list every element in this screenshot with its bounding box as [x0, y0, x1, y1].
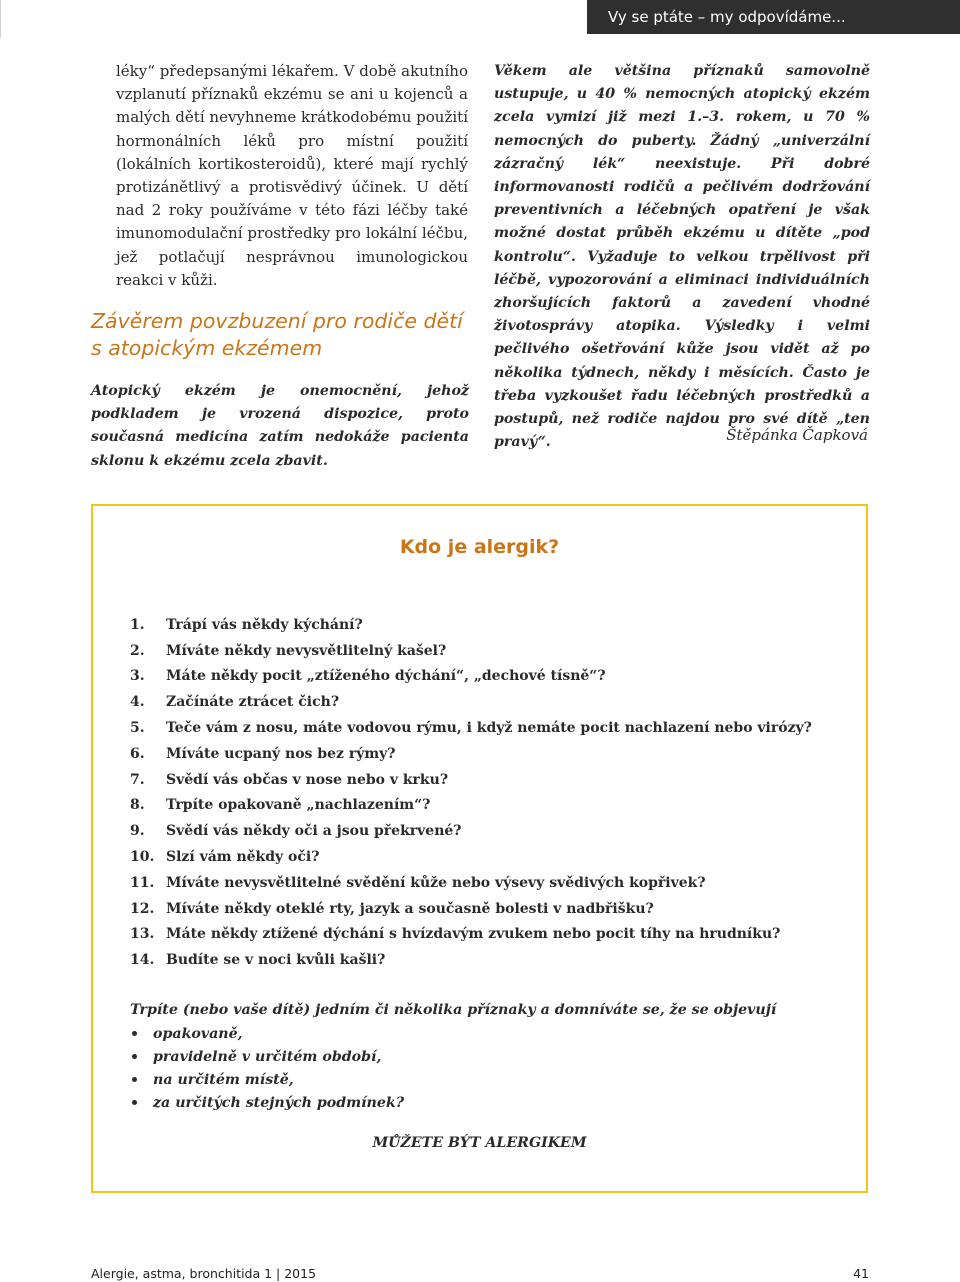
- question-item: [130, 689, 850, 715]
- question-text: Budíte se v noci kvůli kašli?: [166, 952, 386, 969]
- bullet-item: [130, 1022, 850, 1045]
- bullet-dot-icon: [132, 1054, 137, 1059]
- question-item: [130, 638, 850, 664]
- question-text: Máte někdy pocit „ztíženého dýchání“, „dechové tísně“?: [166, 668, 606, 685]
- question-item: [130, 664, 850, 690]
- question-text: Začínáte ztrácet čich?: [166, 694, 340, 711]
- section-heading: [91, 308, 471, 362]
- question-item: [130, 767, 850, 793]
- question-item: [130, 818, 850, 844]
- question-number: 7.: [130, 771, 145, 788]
- question-number: 13.: [130, 926, 155, 943]
- question-text: Míváte někdy oteklé rty, jazyk a současně bolesti v nadbřišku?: [166, 900, 654, 917]
- question-item: [130, 741, 850, 767]
- question-item: [130, 947, 850, 973]
- bullet-item: [130, 1091, 850, 1114]
- question-number: 8.: [130, 797, 145, 814]
- outro-intro: Trpíte (nebo vaše dítě) jedním či několika příznaky a domníváte se, že se objevují: [130, 1002, 777, 1018]
- question-number: 14.: [130, 952, 155, 969]
- bullet-text: pravidelně v určitém období,: [153, 1048, 382, 1065]
- section-header-tab: [587, 0, 960, 34]
- section-heading-line2: s atopickým ekzémem: [91, 336, 323, 360]
- bullet-dot-icon: [132, 1100, 137, 1105]
- question-item: [130, 612, 850, 638]
- box-title: Kdo je alergik?: [399, 536, 560, 558]
- question-text: Máte někdy ztížené dýchání s hvízdavým zvukem nebo pocit tíhy na hrudníku?: [166, 926, 781, 943]
- bullet-dot-icon: [132, 1077, 137, 1082]
- section-lead: Atopický ekzém je onemocnění, jehož podkladem je vrozená dispozice, proto současná medicína zatím nedokáže pacienta sklonu k ekzému zcela zbavit.: [91, 383, 469, 469]
- question-item: [130, 870, 850, 896]
- bullet-dot-icon: [132, 1031, 137, 1036]
- question-number: 1.: [130, 616, 145, 633]
- question-text: Míváte někdy nevysvětlitelný kašel?: [166, 642, 447, 659]
- question-text: Míváte nevysvětlitelné svědění kůže nebo výsevy svědivých kopřivek?: [166, 874, 706, 891]
- question-number: 6.: [130, 745, 145, 762]
- bullet-text: za určitých stejných podmínek?: [153, 1094, 405, 1111]
- symptom-pattern-list: [130, 1022, 850, 1114]
- question-number: 11.: [130, 874, 155, 891]
- question-number: 3.: [130, 668, 145, 685]
- question-item: [130, 844, 850, 870]
- question-list: [130, 612, 850, 973]
- bullet-item: [130, 1068, 850, 1091]
- footer-publication: Alergie, astma, bronchitida 1 | 2015: [91, 1266, 317, 1281]
- bullet-text: na určitém místě,: [153, 1071, 294, 1088]
- bullet-text: opakovaně,: [153, 1025, 243, 1042]
- question-text: Svědí vás někdy oči a jsou překrvené?: [166, 823, 462, 840]
- footer-page-number: 41: [853, 1266, 869, 1281]
- question-item: [130, 793, 850, 819]
- question-number: 4.: [130, 694, 145, 711]
- question-number: 12.: [130, 900, 155, 917]
- right-column-paragraph: Věkem ale většina příznaků samovolně ustupuje, u 40 % nemocných atopický ekzém zcela vymizí již mezi 1.–3. rokem, u 70 % nemocných do puberty. Žádný „univerzální zázračný lék“ neexistuje. Při dobré informovanosti rodičů a pečlivém dodržování preventivních a léčebných opatření je však možné dostat průběh ekzému u dítěte „pod kontrolu“. Vyžaduje to velkou trpělivost při léčbě, vypozorování a eliminaci individuálních zhoršujících faktorů a zavedení vhodné životosprávy atopika. Výsledky i velmi pečlivého ošetřování kůže jsou vidět až po několika týdnech, někdy i měsících. Často je třeba vyzkoušet řadu léčebných prostředků a postupů, než rodiče najdou pro své dítě „ten pravý“.: [494, 63, 870, 451]
- question-text: Trpíte opakovaně „nachlazením“?: [166, 797, 431, 814]
- bullet-item: [130, 1045, 850, 1068]
- section-header-label: Vy se ptáte – my odpovídáme...: [608, 8, 846, 26]
- box-outro: [130, 998, 850, 1114]
- question-item: [130, 922, 850, 948]
- question-text: Slzí vám někdy oči?: [166, 849, 320, 866]
- author-signature: Štěpánka Čapková: [726, 426, 868, 444]
- question-text: Svědí vás občas v nose nebo v krku?: [166, 771, 449, 788]
- left-column: [116, 60, 468, 292]
- question-number: 5.: [130, 720, 145, 737]
- question-text: Teče vám z nosu, máte vodovou rýmu, i když nemáte pocit nachlazení nebo virózy?: [166, 720, 812, 737]
- question-text: Míváte ucpaný nos bez rýmy?: [166, 745, 396, 762]
- question-number: 2.: [130, 642, 145, 659]
- question-number: 9.: [130, 823, 145, 840]
- left-column-paragraph: léky“ předepsanými lékařem. V době akutního vzplanutí příznaků ekzému se ani u kojenců a malých dětí nevyhneme krátkodobému použití hormonálních léků pro místní použití (lokálních kortikosteroidů), které mají rychlý protizánětlivý a protisvědivý účinek. U dětí nad 2 roky používáme v této fázi léčby také imunomodulační prostředky pro lokální léčbu, jež potlačují nesprávnou imunologickou reakci v kůži.: [116, 62, 468, 289]
- question-number: 10.: [130, 849, 155, 866]
- question-item: [130, 896, 850, 922]
- question-text: Trápí vás někdy kýchání?: [166, 616, 363, 633]
- box-conclusion: MŮŽETE BÝT ALERGIKEM: [372, 1135, 587, 1151]
- question-item: [130, 715, 850, 741]
- section-heading-line1: Závěrem povzbuzení pro rodiče dětí: [91, 309, 463, 333]
